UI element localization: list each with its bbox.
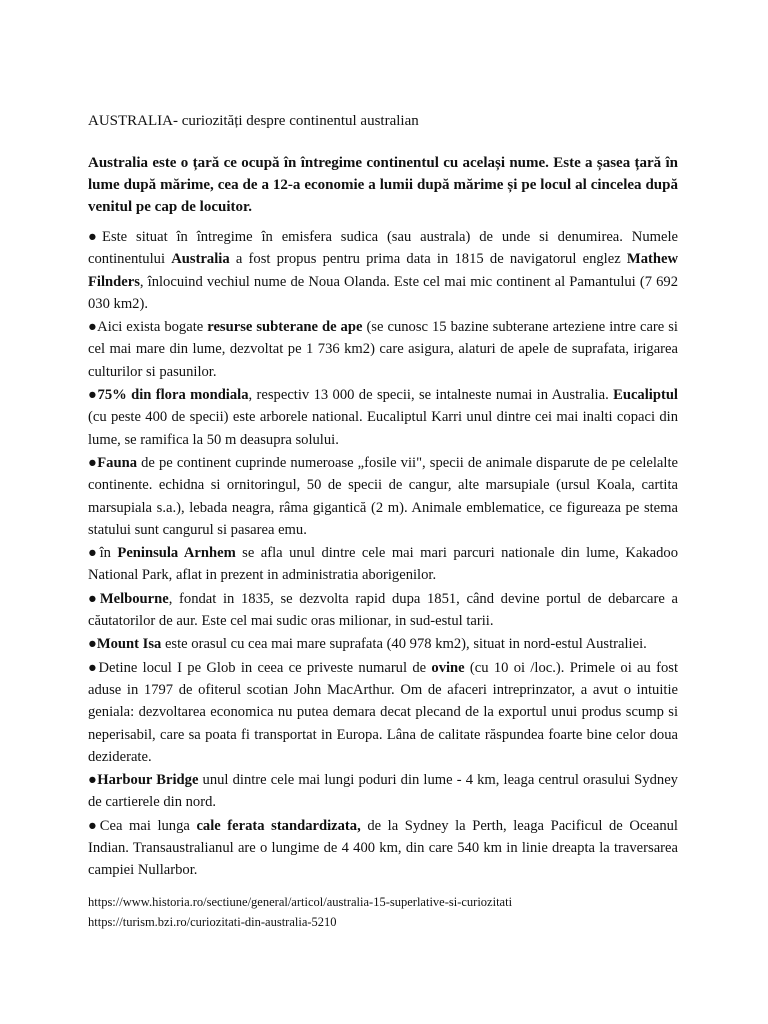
bold-text: Fauna (97, 454, 138, 471)
bold-text: Australia (171, 251, 230, 268)
paragraph-text: este orasul cu cea mai mare suprafata (40 978 km2), situat in nord-estul Australiei. (161, 636, 647, 653)
source-link[interactable]: https://www.historia.ro/sectiune/general/articol/australia-15-superlative-si-curiozitati (88, 895, 513, 909)
bullet-paragraph (88, 657, 678, 768)
bold-text: Harbour Bridge (97, 772, 199, 789)
document-title: AUSTRALIA- curiozități despre continentul australian (88, 113, 419, 129)
paragraph-text: (cu peste 400 de specii) este arborele national. Eucaliptul Karri unul dintre cei mai inalti copaci din lume, se ramifica la 50 m deasupra solului. (88, 409, 678, 448)
paragraph-text: de la Sydney la Perth, leaga Pacificul de Oceanul Indian. Transaustralianul are o lungime de 4 400 km, din care 540 km in linie dreapta la traversarea campiei Nullarbor. (88, 817, 678, 879)
bullet-icon: ● (88, 545, 100, 562)
source-link[interactable]: https://turism.bzi.ro/curiozitati-din-australia-5210 (88, 915, 337, 929)
intro-paragraph: Australia este o țară ce ocupă în întregime continentul cu același nume. Este a șasea țară în lume după mărime, cea de a 12-a economie a lumii după mărime și pe locul al cincelea după venitul pe cap de locuitor. (88, 155, 678, 215)
bullet-paragraph (88, 815, 678, 882)
bullet-paragraph (88, 769, 678, 814)
bullet-icon: ● (88, 817, 100, 834)
bullet-icon: ● (88, 590, 100, 607)
bold-text: resurse subterane de ape (207, 319, 363, 336)
bold-text: cale ferata standardizata, (196, 817, 361, 834)
paragraph-text: Aici exista bogate (97, 319, 208, 336)
bold-text: Peninsula Arnhem (117, 545, 236, 562)
bold-text: 75% din flora mondiala (97, 387, 249, 404)
sources-list (88, 892, 512, 932)
bullet-icon: ● (88, 319, 98, 336)
bullet-icon: ● (88, 229, 103, 245)
bold-text: Melbourne (99, 590, 169, 607)
bullet-icon: ● (88, 636, 97, 653)
bullet-paragraph (88, 542, 678, 587)
paragraph-text: , înlocuind vechiul nume de Noua Olanda. Este cel mai mic continent al Pamantului (7 692 030 km2). (88, 273, 678, 312)
paragraph-text: Cea mai lunga (99, 817, 197, 834)
bold-text: Eucaliptul (613, 387, 678, 404)
document-body (88, 110, 678, 883)
bullet-icon: ● (88, 387, 98, 404)
bullet-paragraph (88, 633, 678, 655)
bold-text: Mathew Filnders (88, 251, 678, 290)
bullet-icon: ● (88, 659, 99, 676)
paragraph-text: , fondat in 1835, se dezvolta rapid dupa 1851, când devine portul de debarcare a căutatorilor de aur. Este cel mai sudic oras milionar, in sud-estul tarii. (88, 590, 678, 630)
paragraph-text: (se cunosc 15 bazine subterane arteziene intre care si cel mai mare din lume, dezvoltat pe 1 736 km2) care asigura, alaturi de apele de suprafata, irigarea culturilor si pasunilor. (88, 319, 678, 380)
paragraph-text: în (99, 545, 118, 562)
paragraph-text: de pe continent cuprinde numeroase „fosile vii", specii de animale disparute de pe celelalte continente. echidna si ornitoringul, 50 de specii de cangur, alte marsupiale (ursul Koala, cartita marsupiala s.a.), lebada neagra, râma gigantică (2 m). Animale emblematice, ce figureaza pe stema statului sunt cangurul si pasarea emu. (88, 454, 678, 538)
paragraph-text: se afla unul dintre cele mai mari parcuri nationale din lume, Kakadoo National Park, aflat in prezent in administratia aborigenilor. (88, 545, 679, 584)
bullet-paragraph (88, 226, 678, 315)
paragraph-text: a fost propus pentru prima data in 1815 de navigatorul englez (229, 251, 627, 268)
paragraph-text: (cu 10 oi /loc.). Primele oi au fost aduse in 1797 de ofiterul scotian John MacArthur. Om de afaceri intreprinzator, a avut o intuitie geniala: dezvoltarea economica nu putea demara decat plecand de la exportul unui produs scump si neperisabil, care sa poata fi transportat in Europa. Lâna de calitate răspundea foarte bine celor doua deziderate. (88, 659, 678, 765)
bullet-paragraph (88, 316, 678, 383)
paragraph-text: , respectiv 13 000 de specii, se intalneste numai in Australia. (248, 387, 614, 404)
paragraph-text: Detine locul I pe Glob in ceea ce priveste numarul de (98, 659, 432, 676)
paragraph-text: Este situat în întregime în emisfera sudica (sau australa) de unde si denumirea. Numele continentului (88, 229, 678, 268)
bullet-icon: ● (88, 772, 98, 789)
bullet-paragraph (88, 384, 678, 451)
paragraph-list (88, 226, 678, 882)
paragraph-text: unul dintre cele mai lungi poduri din lume - 4 km, leaga centrul orasului Sydney de cartierele din nord. (88, 772, 678, 811)
bold-text: Mount Isa (96, 636, 162, 653)
bold-text: ovine (431, 659, 465, 676)
bullet-paragraph (88, 452, 678, 541)
bullet-paragraph (88, 588, 678, 633)
bullet-icon: ● (88, 454, 98, 471)
